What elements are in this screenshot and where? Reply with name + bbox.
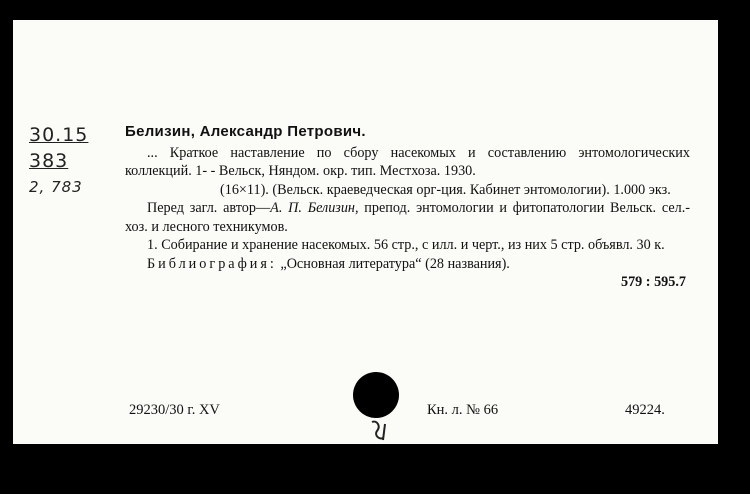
physical-description: (16×11). (Вельск. краеведческая орг-ция. Кабинет энтомологии). 1.000 экз. (220, 181, 671, 198)
author-note (125, 199, 690, 236)
entry-body (125, 123, 690, 292)
author-note-prefix: Перед загл. автор— (147, 200, 271, 216)
shelfmark-line-3: 2, 783 (29, 178, 83, 196)
bibliography-label: Библиография: (147, 255, 277, 272)
classification-number: 579 : 595.7 (620, 274, 686, 290)
shelfmark-line-2: 383 (29, 150, 69, 172)
punch-hole (353, 372, 399, 418)
shelfmark-line-1: 30.15 (29, 124, 89, 146)
footer-book-chamber: Кн. л. № 66 (427, 402, 499, 418)
author-heading: Белизин, Александр Петрович. (125, 123, 366, 140)
footer-number: 49224. (625, 402, 665, 418)
catalog-card (13, 20, 718, 444)
part-description: 1. Собирание и хранение насекомых. 56 стр., с илл. и черт., из них 5 стр. объявл. 30 к. (147, 237, 665, 253)
author-note-name: А. П. Белизин, (270, 200, 359, 216)
bibliography-text: „Основная литература“ (28 названия). (276, 255, 510, 272)
author-note-rest: препод. энтомологии и фитопатологии Вельск. сел.-хоз. и лесного техникумов. (125, 200, 690, 235)
title-paragraph: ... Краткое наставление по сбору насекомых и составлению энтомологических коллекций. 1- - Вельск, Няндом. окр. тип. Местхоза. 1930. (125, 144, 690, 179)
bibliography-note (125, 255, 690, 274)
shelfmark (29, 122, 109, 200)
footer-accession: 29230/30 г. XV (129, 402, 220, 418)
handwritten-mark-icon (369, 418, 393, 444)
